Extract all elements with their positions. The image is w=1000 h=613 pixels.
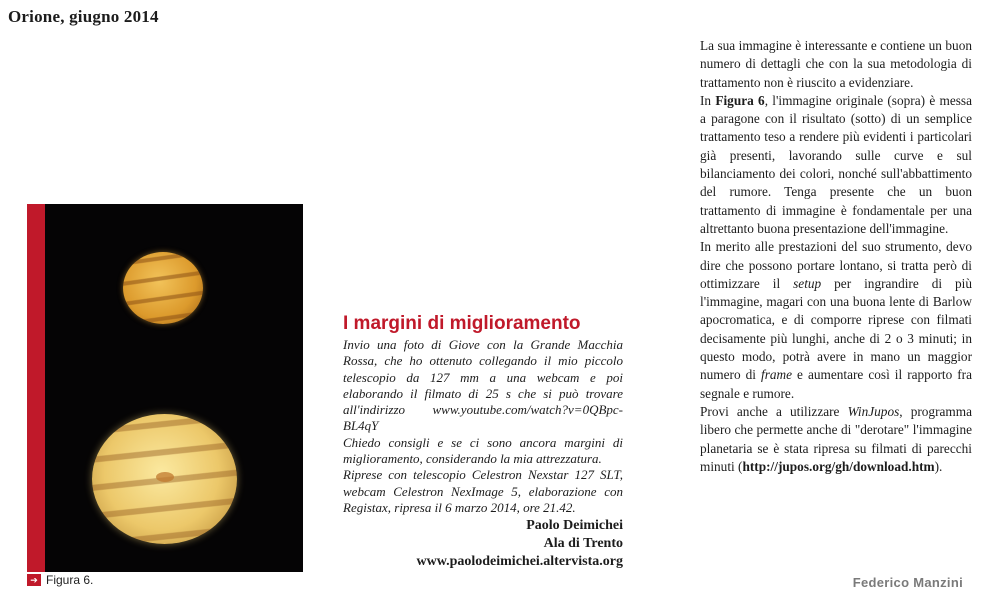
page-header: Orione, giugno 2014 [8, 7, 159, 26]
arrow-icon: ➔ [27, 574, 41, 586]
reply-paragraph: La sua immagine è interessante e contiene un buon numero di dettagli che con la sua metodologia di trattamento non è riuscito a evidenziare. [700, 38, 972, 90]
signature-place: Ala di Trento [543, 536, 623, 552]
signature-name: Paolo Deimichei [526, 518, 623, 534]
reply-paragraph: In merito alle prestazioni del suo strumento, devo dire che possono portare lontano, si tratta però di ottimizzare il setup per ingrandire di più l'immagine, magari con una buona lente di Barlow apocromatica, e di comporre riprese con filmati decisamente più lunghi, anche di 2 o 3 minuti; in questo modo, potrà avere in mano un maggior numero di frame e aumentare così il rapporto fra segnale e rumore. [700, 239, 973, 401]
letter-paragraph: Chiedo consigli e se ci sono ancora margini di miglioramento, considerando la mia attrezzatura. [343, 434, 623, 467]
figure-reference: Figura 6 [715, 92, 765, 108]
reply-paragraph: Provi anche a utilizzare WinJupos, programma libero che permette anche di "derotare" l'immagine planetaria se è stata ripresa su filmati di parecchi minuti (http://jupos.org/gh/download.htm). [700, 403, 972, 474]
jupiter-original-image [123, 252, 203, 324]
letter-paragraph: Riprese con telescopio Celestron Nexstar 127 SLT, webcam Celestron NexImage 5, elaborazione con Registax, ripresa il 6 marzo 2014, ore 21.42. [343, 467, 623, 515]
editor-reply [700, 37, 972, 476]
reply-paragraph: In Figura 6, l'immagine originale (sopra) è messa a paragone con il risultato (sotto) di un semplice trattamento teso a rendere più evidenti i particolari già presenti, lavorando sulle curve e sul bilanciamento dei colori, nonché sull'abbattimento del rumore. Tenga presente che un buon trattamento di immagine è fondamentale per una altrettanto buona presentazione dell'immagine. [700, 92, 972, 236]
signature-url: www.paolodeimichei.altervista.org [416, 554, 623, 570]
jupiter-photo [45, 204, 303, 572]
reply-author: Federico Manzini [852, 575, 963, 590]
figure-accent-bar [27, 204, 45, 572]
letter-paragraph: Invio una foto di Giove con la Grande Macchia Rossa, che ho ottenuto collegando il mio piccolo telescopio da 127 mm a una webcam e poi elaborando il filmato di 25 s che si può trovare all'indirizzo www.youtube.com/watch?v=0QBpc-BL4qY [343, 337, 623, 434]
figure-caption [27, 573, 93, 587]
figure-caption-text: Figura 6. [46, 573, 94, 587]
reader-letter [343, 313, 623, 570]
great-red-spot [156, 472, 174, 482]
letter-title: I margini di miglioramento [343, 313, 581, 334]
download-link: http://jupos.org/gh/download.htm [742, 458, 935, 474]
